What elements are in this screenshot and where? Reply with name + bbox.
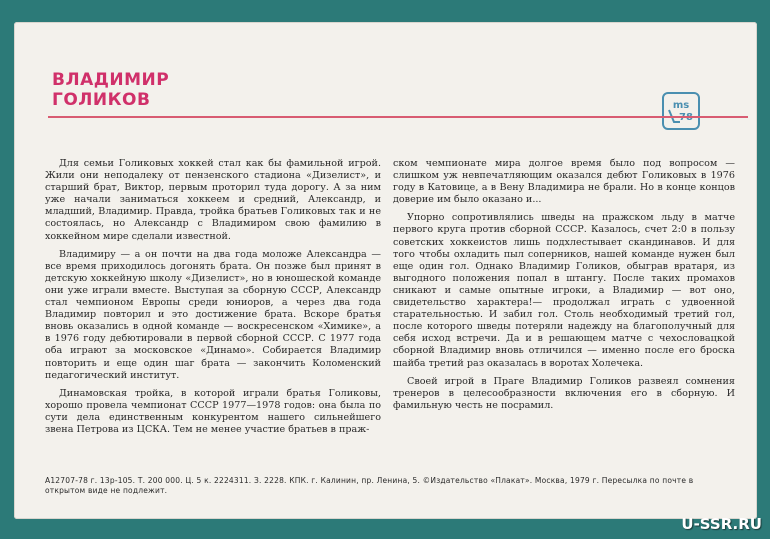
paragraph: Упорно сопротивлялись шведы на пражском льду в матче первого круга против сборной СССР. Казалось, счет 2:0 в пользу советских хоккеистов лишь подхлестывает скандинавов. И для того чтобы охладить пыл соперников, нашей команде нужен был еще один гол. Однако Владимир Голиков, обыграв вратаря, из выгодного положения попал в штангу. После таких промахов сникают и самые опытные игроки, а Владимир — вот оно, свидетельство характера!— продолжал играть с удвоенной старательностью. И забил гол. Столь необходимый третий гол, после которого шведы потеряли надежду на благополучный для себя исход встречи. Да и в решающем матче с чехословацкой сборной Владимир вновь отличился — именно после его броска шайба третий раз оказалась в воротах Холечека.: [393, 212, 735, 369]
imprint-line-1: А12707-78 г. 13р-105. Т. 200 000. Ц. 5 к. 2224311. З. 2228. КПК. г. Калинин, пр. Ленина, 5. ©Издательство «Плакат». Москва, 1979 г. Пересылка по почте в: [45, 476, 694, 485]
site-watermark: U-SSR.RU: [681, 515, 762, 533]
player-name-title: [52, 70, 169, 110]
paragraph-continued: ском чемпионате мира долгое время было под вопросом — слишком уж невпечатляющим оказался дебют Голиковых в 1976 году в Катовице, а в Вену Владимира не брали. Но в конце концов доверие им было оказано и...: [393, 158, 735, 206]
article-left-column: [45, 158, 381, 442]
paragraph: Для семьи Голиковых хоккей стал как бы фамильной игрой. Жили они неподалеку от пензенского стадиона «Дизелист», и старший брат, Виктор, первым проторил туда дорогу. А за ним уже начали заниматься хоккеем и средний, Александр, и младший, Владимир. Правда, тройка братьев Голиковых так и не состоялась, но Александр с Владимиром свою фамилию в хоккейном мире сделали известной.: [45, 158, 381, 242]
article-right-column: [393, 158, 735, 418]
imprint-line-2: открытом виде не подлежит.: [45, 486, 168, 495]
title-divider: [48, 116, 748, 118]
imprint-footer: [45, 476, 745, 496]
ms78-logo-icon: [662, 92, 700, 130]
paragraph: Своей игрой в Праге Владимир Голиков развеял сомнения тренеров в целесообразности включения его в сборную. И фамильную честь не посрамил.: [393, 375, 735, 411]
paragraph: Владимиру — а он почти на два года моложе Александра — все время приходилось догонять брата. Он позже был принят в детскую хоккейную школу «Дизелист», но в юношеской команде они уже играли вместе. Выступая за сборную СССР, Александр стал чемпионом Европы среди юниоров, а через два года Владимир повторил и это достижение брата. Вскоре братья вновь оказались в одной команде — воскресенском «Химике», а в 1976 году дебютировали в первой сборной СССР. С 1977 года оба играют за московское «Динамо». Собирается Владимир повторить и еще один шаг брата — закончить Коломенский педагогический институт.: [45, 248, 381, 381]
paragraph: Динамовская тройка, в которой играли братья Голиковы, хорошо провела чемпионат СССР 1977—1978 годов: она была по сути дела единственным конкурентом нашего сильнейшего звена Петрова из ЦСКА. Тем не менее участие братьев в праж-: [45, 387, 381, 435]
svg-text:ms: ms: [672, 100, 690, 111]
title-last-name: ГОЛИКОВ: [52, 90, 151, 110]
title-first-name: ВЛАДИМИР: [52, 70, 170, 90]
